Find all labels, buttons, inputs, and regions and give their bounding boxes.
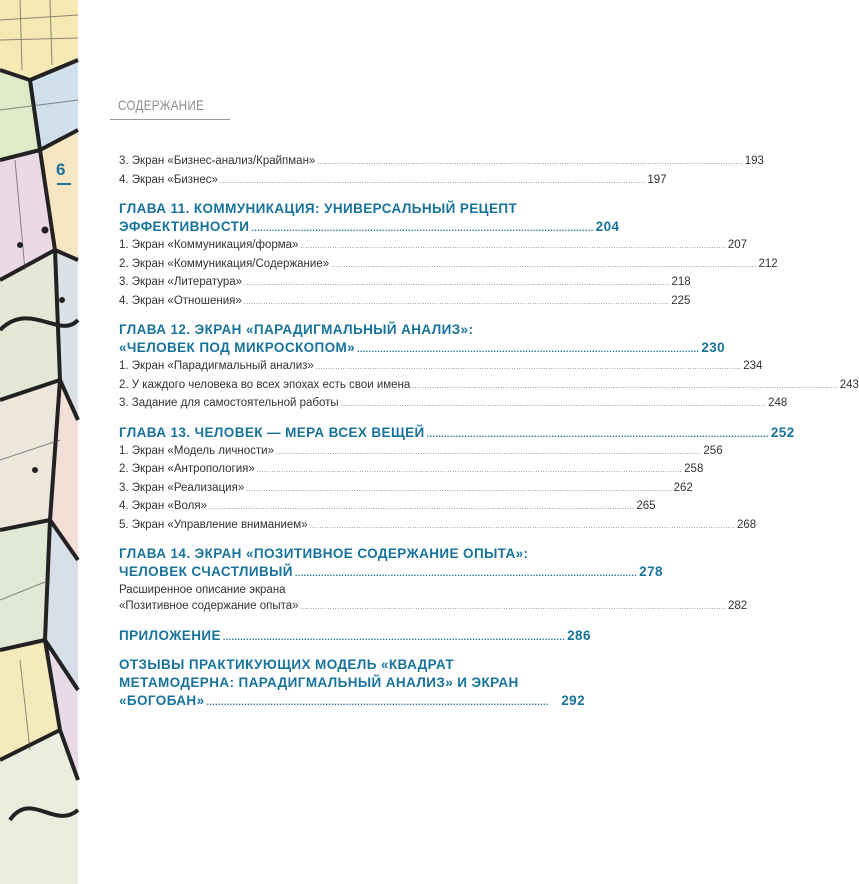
chapter-heading[interactable] [119,424,795,443]
chapter-page: 286 [567,627,591,643]
chapter-page: 230 [701,340,726,355]
toc-entry-label: 3. Экран «Бизнес-анализ/Крайпман» [119,155,316,167]
stained-glass-art [0,0,78,884]
chapter-title-line: ГЛАВА 14. ЭКРАН «ПОЗИТИВНОЕ СОДЕРЖАНИЕ ОПЫТА»: [119,546,529,561]
dot-leader: .............................................................................................................................................................................. [256,467,683,474]
chapter-title-line: МЕТАМОДЕРНА: ПАРАДИГМАЛЬНЫЙ АНАЛИЗ» И ЭКРАН [119,674,519,690]
toc-entry[interactable] [119,443,723,462]
toc-entry[interactable] [119,274,691,293]
dot-leader: ...................................................................................................................... [294,568,638,578]
toc-entry-page: 197 [647,173,667,186]
chapter-heading[interactable] [119,545,663,582]
dot-leader: .............................................................................................................................................................................. [331,261,757,269]
toc-entry-label: 1. Экран «Коммуникация/форма» [119,239,299,251]
toc-entry-label: 4. Экран «Воля» [119,500,207,512]
toc-entry-page: 225 [671,294,691,307]
toc-entry-page: 212 [758,257,778,270]
chapter-heading[interactable] [119,627,591,646]
dot-leader: ...................................................................................................................... [426,428,769,439]
chapter-title-line: ЭФФЕКТИВНОСТИ [119,219,250,234]
toc-entry-page: 282 [727,600,748,612]
toc-entry-page: 258 [684,463,704,475]
dot-leader: .............................................................................................................................................................................. [317,159,743,166]
chapter-heading[interactable] [119,200,620,237]
toc-entry[interactable] [119,461,704,480]
section-header: СОДЕРЖАНИЕ [118,97,205,113]
toc-entry-page: 193 [744,155,764,167]
toc-entry-page: 243 [839,378,859,391]
toc-entry-page: 218 [671,276,691,288]
toc-entry-label: 5. Экран «Управление вниманием» [119,518,308,531]
toc-entry-label: 1. Экран «Парадигмальный анализ» [119,360,314,372]
toc-entry[interactable] [119,480,693,499]
dot-leader: ...................................................................................................................... [222,631,566,642]
toc-entry[interactable] [119,598,748,617]
dot-leader: .............................................................................................................................................................................. [315,364,742,371]
dot-leader: .............................................................................................................................................................................. [244,280,670,287]
toc-entry[interactable] [119,256,778,275]
dot-leader: ...................................................................................................................... [357,344,700,354]
toc-entry-label-line: Расширенное описание экрана [119,584,286,596]
toc-entry[interactable] [119,172,667,191]
dot-leader: ...................................................................................................................... [251,223,594,233]
toc-entry[interactable] [119,237,748,256]
toc-entry-label: 3. Экран «Литература» [119,276,243,288]
toc-entry-label: 2. У каждого человека во всех эпохах есть свои имена [119,378,411,391]
dot-leader: .............................................................................................................................................................................. [276,448,702,456]
toc-entry-page: 265 [636,500,656,512]
dot-leader: .............................................................................................................................................................................. [340,401,767,408]
chapter-heading[interactable] [119,321,726,358]
toc-entry-label: 2. Экран «Коммуникация/Содержание» [119,257,330,270]
toc-entry[interactable] [119,358,763,377]
chapter-title-line: ГЛАВА 13. ЧЕЛОВЕК — МЕРА ВСЕХ ВЕЩЕЙ [119,424,425,440]
toc-entry[interactable] [119,395,788,414]
toc-entry-page: 256 [703,444,723,457]
dot-leader: .............................................................................................................................................................................. [300,243,726,250]
chapter-page: 278 [639,564,663,579]
chapter-heading[interactable] [119,656,585,711]
page-number: 6 [56,160,66,179]
toc-entry[interactable] [119,498,656,517]
dot-leader: .............................................................................................................................................................................. [246,485,672,493]
toc-entry-page: 248 [768,397,788,409]
toc-entry[interactable] [119,377,859,396]
toc-entry[interactable] [119,153,764,172]
toc-entry[interactable] [119,517,757,536]
dot-leader: .............................................................................................................................................................................. [309,522,736,530]
chapter-title-line: ПРИЛОЖЕНИЕ [119,627,221,643]
toc-entry-page: 268 [737,518,757,531]
toc-entry-label: 1. Экран «Модель личности» [119,444,274,457]
toc-entry-label: 3. Задание для самостоятельной работы [119,397,339,409]
table-of-contents [119,153,859,711]
chapter-title-line: «ЧЕЛОВЕК ПОД МИКРОСКОПОМ» [119,340,356,355]
toc-entry-label: 2. Экран «Антропология» [119,463,255,475]
header-underline [110,119,230,120]
toc-entry-page: 207 [727,239,748,251]
side-illustration [0,0,78,884]
dot-leader: .............................................................................................................................................................................. [412,382,838,390]
toc-entry-label: 3. Экран «Реализация» [119,481,245,494]
chapter-title-line: ГЛАВА 11. КОММУНИКАЦИЯ: УНИВЕРСАЛЬНЫЙ РЕЦЕПТ [119,201,518,216]
toc-entry[interactable] [119,293,691,312]
chapter-title-line: ЧЕЛОВЕК СЧАСТЛИВЫЙ [119,564,293,579]
dot-leader: .............................................................................................................................................................................. [243,298,670,306]
toc-entry-page: 262 [673,481,693,494]
chapter-page: 292 [561,692,585,708]
chapter-page: 204 [595,219,620,234]
toc-entry-label: «Позитивное содержание опыта» [119,600,299,612]
dot-leader: .............................................................................................................................................................................. [208,504,635,511]
chapter-title-line: ГЛАВА 12. ЭКРАН «ПАРАДИГМАЛЬНЫЙ АНАЛИЗ»: [119,322,474,337]
chapter-title-line: ОТЗЫВЫ ПРАКТИКУЮЩИХ МОДЕЛЬ «КВАДРАТ [119,656,454,672]
dot-leader: ...................................................................................................................... [206,696,549,707]
toc-entry-page: 234 [743,360,763,372]
chapter-page: 252 [770,424,795,440]
toc-entry-label: 4. Экран «Бизнес» [119,173,218,186]
page-number-underline [57,183,71,185]
toc-entry-label: 4. Экран «Отношения» [119,294,242,307]
dot-leader: .............................................................................................................................................................................. [219,177,646,185]
dot-leader: .............................................................................................................................................................................. [300,604,726,611]
chapter-title-line: «БОГОБАН» [119,692,205,708]
